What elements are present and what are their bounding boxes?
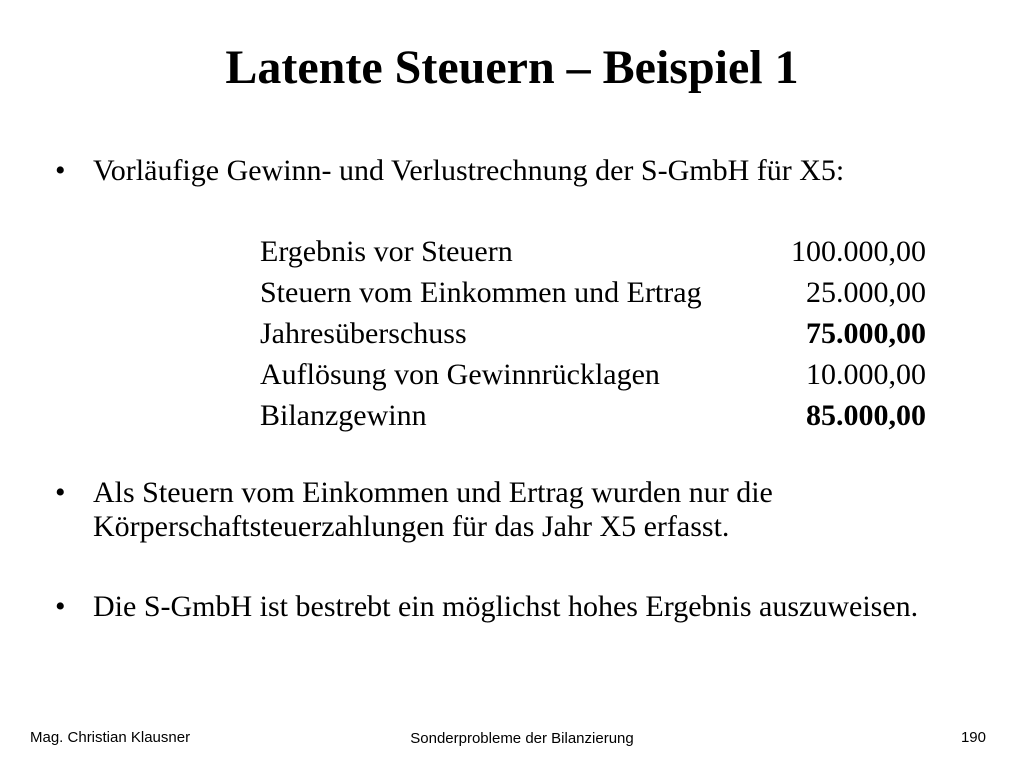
statement-value: 85.000,00: [806, 399, 926, 432]
bullet-dot: •: [55, 590, 66, 623]
footer-page-number: 190: [960, 729, 986, 746]
statement-row-steuern: [260, 275, 926, 316]
footer-author: Mag. Christian Klausner: [30, 729, 191, 746]
statement-label: Bilanzgewinn: [260, 399, 427, 432]
footer-course-title: Sonderprobleme der Bilanzierung: [410, 730, 634, 747]
statement-label: Ergebnis vor Steuern: [260, 235, 513, 268]
bullet-text: Vorläufige Gewinn- und Verlustrechnung der S-GmbH für X5:: [93, 154, 845, 187]
statement-row-bilanzgewinn: [260, 398, 926, 439]
bullet-item-1: [55, 154, 955, 188]
statement-label: Steuern vom Einkommen und Ertrag: [260, 276, 702, 309]
statement-row-ergebnis-vor-steuern: [260, 234, 926, 275]
statement-row-aufloesung: [260, 357, 926, 398]
bullet-text: Als Steuern vom Einkommen und Ertrag wurden nur die Körperschaftsteuerzahlungen für das Jahr X5 erfasst.: [93, 476, 773, 543]
bullet-item-3: [55, 590, 955, 624]
statement-label: Auflösung von Gewinnrücklagen: [260, 358, 660, 391]
statement-row-jahresueberschuss: [260, 316, 926, 357]
bullet-dot: •: [55, 476, 66, 509]
bullet-dot: •: [55, 154, 66, 187]
statement-value: 100.000,00: [791, 235, 926, 268]
slide-title: Latente Steuern – Beispiel 1: [225, 41, 799, 94]
statement-value: 25.000,00: [806, 276, 926, 309]
bullet-text: Die S-GmbH ist bestrebt ein möglichst hohes Ergebnis auszuweisen.: [93, 590, 919, 623]
income-statement: [260, 234, 926, 439]
statement-value: 10.000,00: [806, 358, 926, 391]
statement-value: 75.000,00: [806, 317, 926, 350]
statement-label: Jahresüberschuss: [260, 317, 467, 350]
bullet-item-2: [55, 476, 955, 544]
